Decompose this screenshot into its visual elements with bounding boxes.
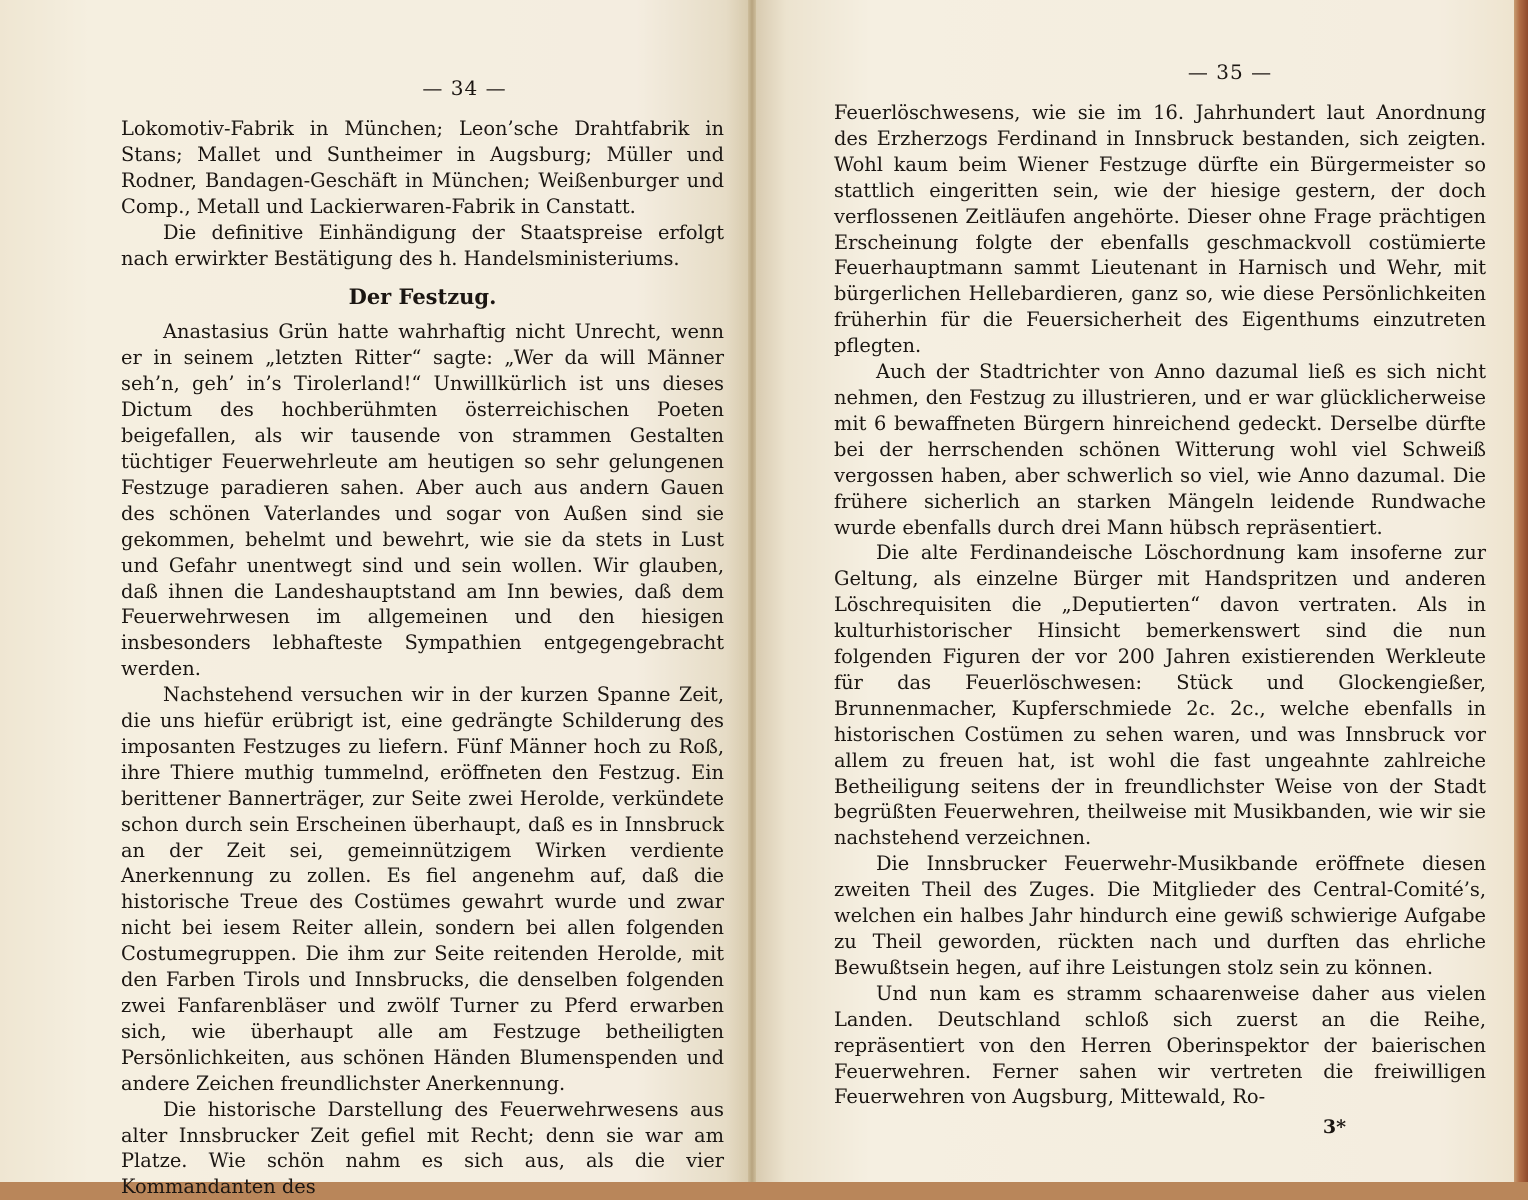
paragraph: Und nun kam es stramm schaarenweise daher aus vielen Landen. Deutschland schloß sich zuerst an die Reihe, repräsentiert von den Herren Oberinspektor der baierischen Feuerwehren. Ferner sahen wir vertreten die freiwilligen Feuerwehren von Augsburg, Mittewald, Ro- [834,981,1486,1109]
page-number: — 35 — [1187,60,1273,84]
paragraph: Feuerlöschwesens, wie sie im 16. Jahrhundert laut Anordnung des Erzherzogs Ferdinand in Innsbruck bestanden, sich zeigten. Wohl kaum beim Wiener Festzuge dürfte ein Bürgermeister so stattlich eingeritten sein, wie der hiesige gestern, der doch verflossenen Zeitläufen angehörte. Dieser ohne Frage prächtigen Erscheinung folgte der ebenfalls geschmackvoll costümierte Feuerhauptmann sammt Lieutenant in Harnisch und Wehr, mit bürgerlichen Hellebardieren, ganz so, wie diese Persönlichkeiten früherhin für die Feuersicherheit des Eigenthums einzutreten pflegten. [834,101,1486,358]
right-page [756,0,1514,1182]
paragraph: Lokomotiv-Fabrik in München; Leon’sche Drahtfabrik in Stans; Mallet und Suntheimer in Augsburg; Müller und Rodner, Bandagen-Geschäft in München; Weißenburger und Comp., Metall und Lackierwaren-Fabrik in Canstatt. [121,117,724,218]
paragraph: Die historische Darstellung des Feuerwehrwesens aus alter Innsbrucker Zeit gefiel mit Recht; denn sie war am Platze. Wie schön nahm es sich aus, als die vier Kommandanten des [121,1097,724,1199]
paragraph: Die Innsbrucker Feuerwehr-Musikbande eröffnete diesen zweiten Theil des Zuges. Die Mitglieder des Central-Comité’s, welchen ein halbes Jahr hindurch eine gewiß schwierige Aufgabe zu Theil geworden, rückten nach und durften das ehrliche Bewußtsein hegen, auf ihre Leistungen stolz sein zu können. [834,852,1486,979]
signature-mark: 3* [1322,1116,1346,1139]
book-cover-edge [1514,0,1528,1182]
paragraph: Nachstehend versuchen wir in der kurzen Spanne Zeit, die uns hiefür erübrigt ist, eine gedrängte Schilderung des imposanten Festzuges zu liefern. Fünf Männer hoch zu Roß, ihre Thiere muthig tummelnd, eröffneten den Festzug. Ein berittener Bannerträger, zur Seite zwei Herolde, verkündete schon durch sein Erscheinen überhaupt, daß es in Innsbruck an der Zeit sei, gemeinnützigem Wirken verdiente Anerkennung zu zollen. Es fiel angenehm auf, daß die historische Treue des Costümes gewahrt wurde und zwar nicht bei iesem Reiter allein, sondern bei allen folgenden Costumegruppen. Die ihm zur Seite reitenden Herolde, mit den Farben Tirols und Innsbrucks, die denselben folgenden zwei Fanfarenbläser und zwölf Turner zu Pferd erwarben sich, wie überhaupt alle am Festzuge betheiligten Persönlichkeiten, aus schönen Händen Blumenspenden und andere Zeichen freundlichster Anerkennung. [121,683,724,1095]
paragraph: Auch der Stadtrichter von Anno dazumal ließ es sich nicht nehmen, den Festzug zu illustrieren, und er war glücklicherweise mit 6 bewaffneten Bürgern hinreichend gedeckt. Derselbe dürfte bei der herrschenden schönen Witterung wohl viel Schweiß vergossen haben, aber schwerlich so viel, wie Anno dazumal. Die frühere sicherlich an starken Mängeln leidende Rundwache wurde ebenfalls durch drei Mann hübsch repräsentiert. [834,360,1486,539]
paragraph: Anastasius Grün hatte wahrhaftig nicht Unrecht, wenn er in seinem „letzten Ritter“ sagte: „Wer da will Männer seh’n, geh’ in’s Tirolerland!“ Unwillkürlich ist uns dieses Dictum des hochberühmten österreichischen Poeten beigefallen, als wir tausende von strammen Gestalten tüchtiger Feuerwehrleute am heutigen so sehr gelungenen Festzuge paradieren sahen. Aber auch aus andern Gauen des schönen Vaterlandes und sogar von Außen sind sie gekommen, behelmt und bewehrt, wie sie da stets in Lust und Gefahr unentwegt sind und sein wollen. Wir glauben, daß ihnen die Landeshauptstand am Inn bewies, daß dem Feuerwehrwesen im allgemeinen und den hiesigen insbesonders lebhafteste Sympathien entgegengebracht werden. [121,320,724,681]
section-heading: Der Festzug. [348,284,497,310]
page-number: — 34 — [422,76,507,100]
book-gutter [748,0,756,1182]
paragraph: Die definitive Einhändigung der Staatspreise erfolgt nach erwirkter Bestätigung des h. Handelsministeriums. [121,220,724,270]
paragraph: Die alte Ferdinandeische Löschordnung kam insoferne zur Geltung, als einzelne Bürger mit Handspritzen und anderen Löschrequisiten die „Deputierten“ davon vertraten. Als in kulturhistorischer Hinsicht bemerkenswert sind die nun folgenden Figuren der vor 200 Jahren existierenden Werkleute für das Feuerlöschwesen: Stück und Glockengießer, Brunnenmacher, Kupferschmiede 2c. 2c., welche ebenfalls in historischen Costümen zu sehen waren, und was Innsbruck vor allem zu freuen hat, ist wohl die fast ungeahnte zahlreiche Betheiligung seitens der in freundlichster Weise von der Stadt begrüßten Feuerwehren, theilweise mit Musikbanden, wie wir sie nachstehend verzeichnen. [834,541,1486,850]
left-page [0,0,748,1199]
